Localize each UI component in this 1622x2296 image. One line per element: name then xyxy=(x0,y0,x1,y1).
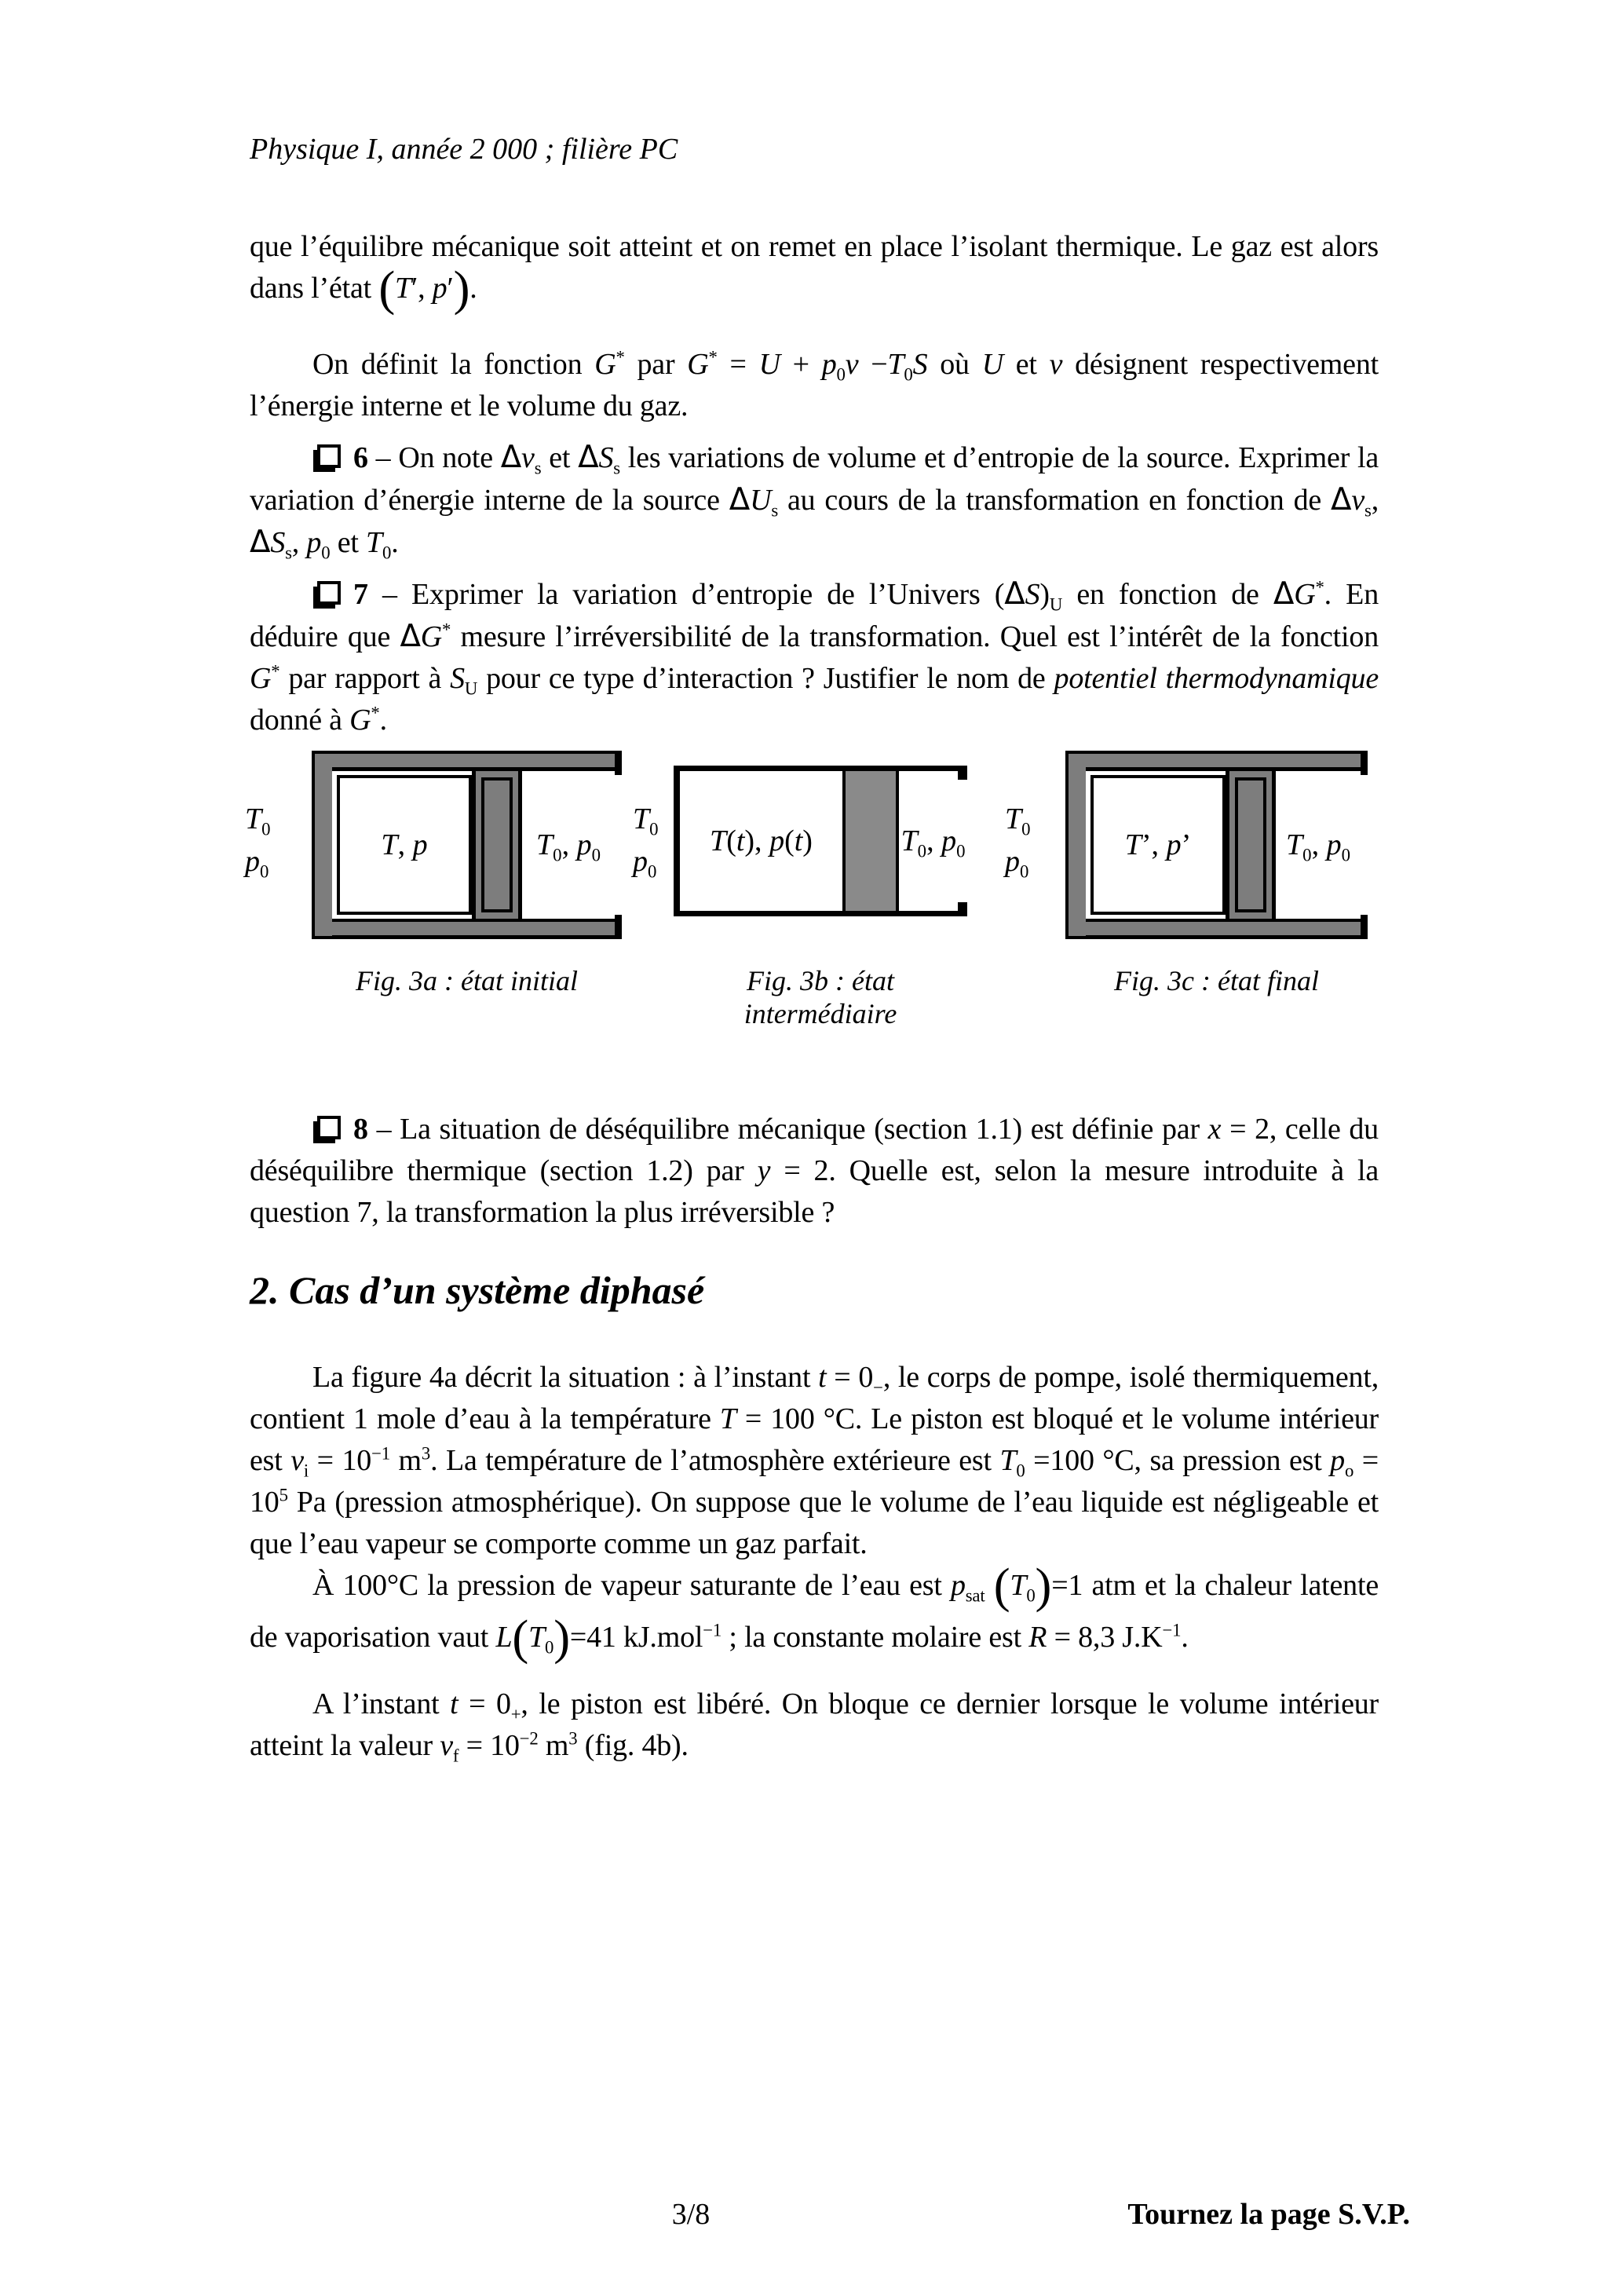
insulation-top xyxy=(1065,751,1368,771)
paragraph-saturation-pressure: À 100°C la pression de vapeur saturante de l’eau est $p_{sat}$ $(T_0)=1$ atm et la chaleur latente de vaporisation vaut $L(T_0)=41$ kJ.mol$^{-1}$ ; la constante molaire est R = 8,3 $J.K^{-1}$. xyxy=(250,1557,1379,1665)
cylinder-end-cap-top xyxy=(615,751,622,775)
gas-state-label: T, p xyxy=(381,828,428,861)
figure-3a xyxy=(312,751,622,939)
section-2-heading: 2. Cas d’un système diphasé xyxy=(250,1267,705,1312)
insulation-bottom xyxy=(1065,919,1368,939)
atmosphere-state-label: $T_0$, $p_0$ xyxy=(1286,828,1350,865)
checkbox-icon xyxy=(317,1116,341,1139)
cylinder-wall-top xyxy=(674,766,961,771)
question-6-text: 6 – On note $\Delta v_s$ et $\Delta S_s$ les variations de volume et d’entropie de la source. Exprimer la variation d’énergie interne de la source $\Delta U_s$ au cours de la transformation en fonction de $\Delta v_s$, $\Delta S_s$, $p_0$ et $T_0$. xyxy=(250,440,1379,563)
page-header: Physique I, année 2 000 ; filière PC xyxy=(250,133,678,166)
fig3b-ambient-label: $T_0$ $p_0$ xyxy=(633,803,659,882)
cylinder-end-cap-bottom xyxy=(1361,915,1368,939)
insulation-top xyxy=(312,751,622,771)
piston xyxy=(842,771,899,911)
atmosphere-chamber xyxy=(899,771,967,911)
figure-3c xyxy=(1065,751,1368,939)
fig3c-ambient-label: $T_0$ $p_0$ xyxy=(1005,803,1031,882)
piston-core xyxy=(1235,777,1266,912)
turn-page-note: Tournez la page S.V.P. xyxy=(1127,2198,1410,2231)
paragraph-continuation: que l’équilibre mécanique soit atteint et on remet en place l’isolant thermique. Le gaz est alors dans l’état (T′, p′). xyxy=(250,230,1379,316)
insulation-bottom xyxy=(312,919,622,939)
cylinder-wall-bottom xyxy=(674,911,961,916)
gas-state-label: T(t), p(t) xyxy=(710,824,813,857)
insulation-left xyxy=(1065,754,1086,936)
question-7-text: 7 – Exprimer la variation d’entropie de l’Univers $(\Delta S)_U$ en fonction de ΔG*. En déduire que ΔG* mesure l’irréversibilité de la transformation. Quel est l’intérêt de la fonction G* par rapport à $S_U$ pour ce type d’interaction ? Justifier le nom de potentiel thermodynamique donné à G*. xyxy=(250,576,1379,737)
atmosphere-chamber xyxy=(522,771,615,919)
checkbox-icon xyxy=(317,444,341,468)
question-8 xyxy=(250,1109,1379,1234)
cylinder-end-cap-top xyxy=(1361,751,1368,775)
question-6 xyxy=(250,437,1379,564)
figure-3a-caption: Fig. 3a : état initial xyxy=(356,965,578,996)
atmosphere-state-label: $T_0$, $p_0$ xyxy=(536,828,601,865)
figure-3b xyxy=(674,766,967,916)
gas-state-label: T’, p’ xyxy=(1124,828,1192,861)
gas-chamber xyxy=(337,775,472,915)
insulation-left xyxy=(312,754,332,936)
fig3a-ambient-label: $T_0$ $p_0$ xyxy=(245,803,271,882)
piston-core xyxy=(481,777,513,912)
question-8-text: 8 – La situation de déséquilibre mécanique (section 1.1) est définie par x = 2, celle du déséquilibre thermique (section 1.2) par y = 2. Quelle est, selon la mesure introduite à la question 7, la transformation la plus irréversible ? xyxy=(250,1113,1379,1229)
page-number: 3/8 xyxy=(671,2198,711,2231)
paragraph-definition-g-star: On définit la fonction G* par $G^* = U + p_0v -T_0S$ où U et v désignent respectivement l’énergie interne et le volume du gaz. xyxy=(250,347,1379,422)
paragraph-figure-4a: La figure 4a décrit la situation : à l’instant $t = 0_-$, le corps de pompe, isolé thermiquement, contient 1 mole d’eau à la température T = 100 °C. Le piston est bloqué et le volume intérieur est $v_i = 10^{-1}$ $m^3$. La température de l’atmosphère extérieure est $T_0 =100$ °C, sa pression est $p_o = 10^5$ Pa (pression atmosphérique). On suppose que le volume de l’eau liquide est négligeable et que l’eau vapeur se comporte comme un gaz parfait. xyxy=(250,1361,1379,1560)
figure-3c-caption: Fig. 3c : état final xyxy=(1114,965,1319,996)
question-7 xyxy=(250,573,1379,741)
atmosphere-state-label: $T_0$, $p_0$ xyxy=(901,824,966,861)
gas-chamber xyxy=(1090,775,1226,915)
atmosphere-chamber xyxy=(1276,771,1361,919)
paragraph-piston-released: A l’instant $t = 0_+$, le piston est libéré. On bloque ce dernier lorsque le volume intérieur atteint la valeur $v_f = 10^{-2}$ $m^3$ (fig. 4b). xyxy=(250,1687,1379,1766)
cylinder-wall-left xyxy=(674,766,680,916)
figure-3b-caption: Fig. 3b : état intermédiaire xyxy=(743,965,897,1029)
cylinder-end-cap-bottom xyxy=(615,915,622,939)
checkbox-icon xyxy=(317,581,341,605)
gas-chamber xyxy=(680,771,842,911)
